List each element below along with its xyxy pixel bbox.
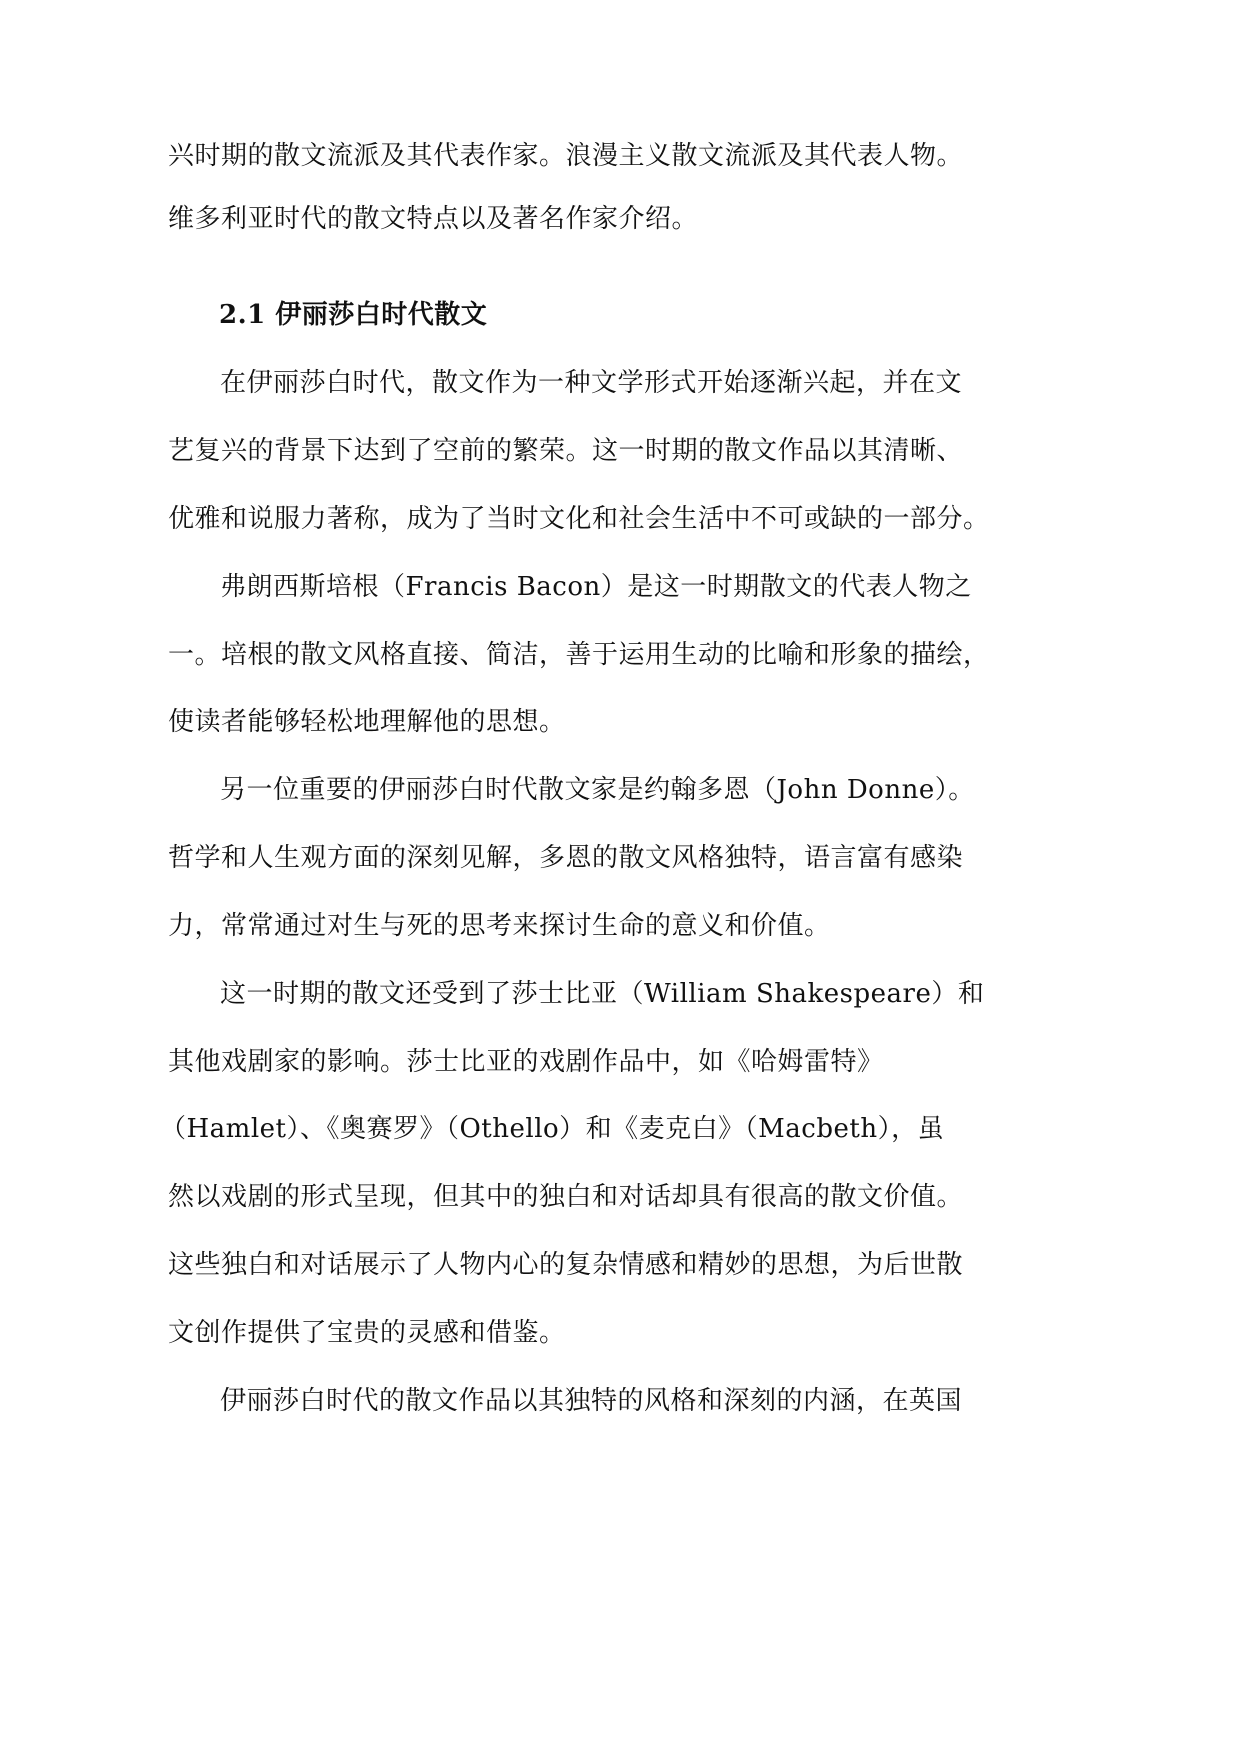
paragraph-line: 另一位重要的伊丽莎白时代散文家是约翰多恩（John Donne）。: [220, 775, 975, 805]
paragraph-line: 力，常常通过对生与死的思考来探讨生命的意义和价值。: [168, 911, 831, 941]
paragraph-line: 哲学和人生观方面的深刻见解，多恩的散文风格独特，语言富有感染: [168, 843, 964, 873]
paragraph-line: 艺复兴的背景下达到了空前的繁荣。这一时期的散文作品以其清晰、: [168, 436, 964, 466]
paragraph-line: 然以戏剧的形式呈现，但其中的独白和对话却具有很高的散文价值。: [168, 1182, 964, 1212]
paragraph-line: 文创作提供了宝贵的灵感和借鉴。: [168, 1318, 566, 1348]
paragraph-line: 弗朗西斯培根（Francis Bacon）是这一时期散文的代表人物之: [220, 572, 972, 602]
paragraph-line: 其他戏剧家的影响。莎士比亚的戏剧作品中，如《哈姆雷特》: [168, 1047, 884, 1077]
paragraph-line: 这些独白和对话展示了人物内心的复杂情感和精妙的思想，为后世散: [168, 1250, 964, 1280]
paragraph-line: 优雅和说服力著称，成为了当时文化和社会生活中不可或缺的一部分。: [168, 504, 990, 534]
paragraph-line: （Hamlet）、《奥赛罗》（Othello）和《麦克白》（Macbeth），虽: [160, 1114, 945, 1144]
paragraph-line: 使读者能够轻松地理解他的思想。: [168, 707, 566, 737]
paragraph-line: 这一时期的散文还受到了莎士比亚（William Shakespeare）和: [220, 979, 985, 1009]
paragraph-line: 伊丽莎白时代的散文作品以其独特的风格和深刻的内涵，在英国: [220, 1386, 963, 1416]
section-heading: 2.1 伊丽莎白时代散文: [219, 300, 488, 330]
text-line: 维多利亚时代的散文特点以及著名作家介绍。: [168, 204, 699, 234]
paragraph-line: 在伊丽莎白时代，散文作为一种文学形式开始逐渐兴起，并在文: [220, 368, 963, 398]
text-line: 兴时期的散文流派及其代表作家。浪漫主义散文流派及其代表人物。: [168, 141, 964, 171]
paragraph-line: 一。培根的散文风格直接、简洁，善于运用生动的比喻和形象的描绘，: [168, 640, 990, 670]
